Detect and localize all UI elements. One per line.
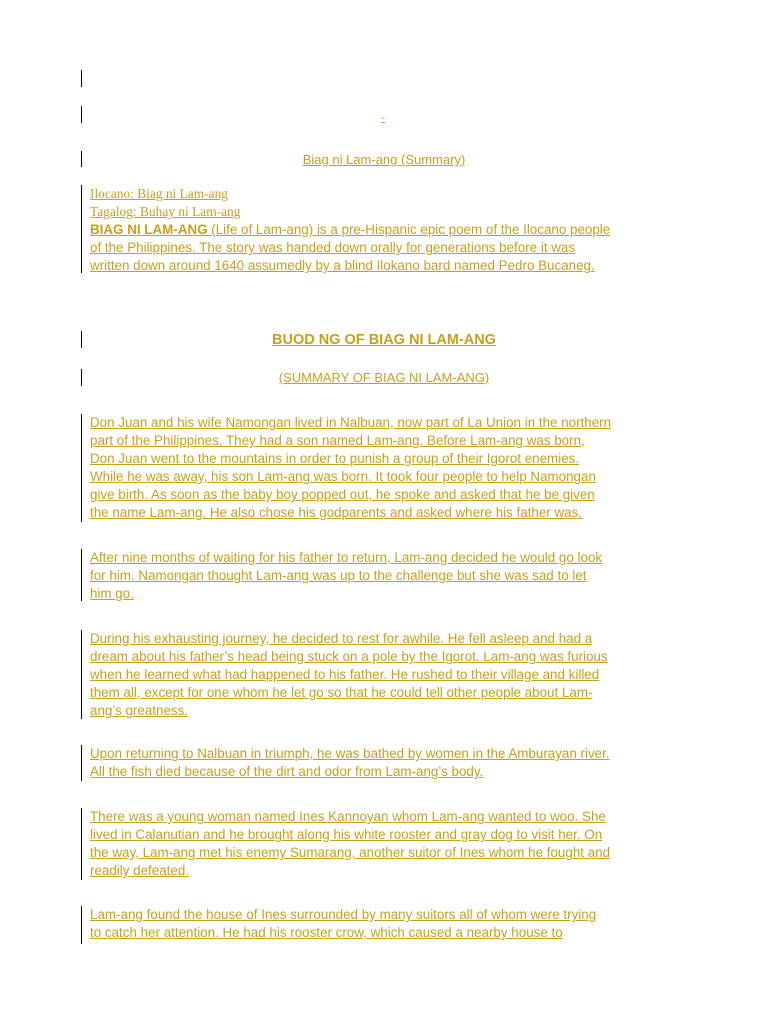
margin-bar xyxy=(81,106,82,123)
margin-bar xyxy=(81,906,82,944)
margin-bar xyxy=(81,808,82,880)
summary-paragraph xyxy=(90,808,682,880)
intro-block xyxy=(90,185,682,275)
intro-line[interactable]: of the Philippines. The story was handed down orally for generations before it was xyxy=(90,240,576,255)
paragraph-line[interactable]: Don Juan went to the mountains in order to punish a group of their Igorot enemies. xyxy=(90,451,580,466)
paragraph-line[interactable]: the name Lam-ang. He also chose his godparents and asked where his father was. xyxy=(90,505,583,520)
paragraph-line[interactable]: During his exhausting journey, he decided to rest for awhile. He fell asleep and had a xyxy=(90,631,593,646)
dash-marker: - xyxy=(381,110,385,124)
summary-paragraph xyxy=(90,630,682,720)
paragraph-line[interactable]: lived in Calanutian and he brought along his white rooster and gray dog to visit her. On xyxy=(90,827,603,842)
paragraph-line[interactable]: While he was away, his son Lam-ang was born. It took four people to help Namongan xyxy=(90,469,596,484)
margin-bar xyxy=(81,369,82,386)
margin-bar xyxy=(81,70,82,87)
ilocano-line[interactable]: Ilocano: Biag ni Lam-ang xyxy=(90,186,228,201)
paragraph-line[interactable]: After nine months of waiting for his father to return, Lam-ang decided he would go look xyxy=(90,550,603,565)
paragraph-line[interactable]: Upon returning to Nalbuan in triumph, he was bathed by women in the Amburayan river. xyxy=(90,746,610,761)
tagalog-line[interactable]: Tagalog: Buhay ni Lam-ang xyxy=(90,204,241,219)
summary-paragraph xyxy=(90,549,682,603)
section-subheading[interactable]: (SUMMARY OF BIAG NI LAM-ANG) xyxy=(278,370,490,385)
summary-paragraph xyxy=(90,414,682,522)
paragraph-line[interactable]: to catch her attention. He had his rooster crow, which caused a nearby house to xyxy=(90,925,563,940)
paragraph-line[interactable]: for him. Namongan thought Lam-ang was up to the challenge but she was sad to let xyxy=(90,568,587,583)
margin-bar xyxy=(81,414,82,522)
paragraph-line[interactable]: All the fish died because of the dirt and odor from Lam-ang’s body. xyxy=(90,764,484,779)
paragraph-line[interactable]: the way, Lam-ang met his enemy Sumarang, another suitor of Ines whom he fought and xyxy=(90,845,611,860)
intro-line-text: (Life of Lam-ang) is a pre-Hispanic epic poem of the Ilocano people xyxy=(207,222,611,237)
margin-bar xyxy=(81,331,82,348)
paragraph-line[interactable]: dream about his father’s head being stuck on a pole by the Igorot. Lam-ang was furious xyxy=(90,649,608,664)
paragraph-line[interactable]: give birth. As soon as the baby boy popped out, he spoke and asked that he be given xyxy=(90,487,595,502)
section-heading[interactable]: BUOD NG OF BIAG NI LAM-ANG xyxy=(272,332,496,348)
margin-bar xyxy=(81,151,82,167)
intro-line[interactable] xyxy=(90,221,682,239)
paragraph-line[interactable]: them all, except for one whom he let go so that he could tell other people about Lam- xyxy=(90,685,593,700)
paragraph-line[interactable]: ang’s greatness. xyxy=(90,703,189,718)
paragraph-line[interactable]: Lam-ang found the house of Ines surrounded by many suitors all of whom were trying xyxy=(90,907,597,922)
paragraph-line[interactable]: There was a young woman named Ines Kannoyan whom Lam-ang wanted to woo. She xyxy=(90,809,606,824)
intro-line[interactable]: written down around 1640 assumedly by a blind Ilokano bard named Pedro Bucaneg. xyxy=(90,258,595,273)
margin-bar xyxy=(81,630,82,719)
paragraph-line[interactable]: Don Juan and his wife Namongan lived in Nalbuan, now part of La Union in the northern xyxy=(90,415,612,430)
margin-bar xyxy=(81,185,82,273)
intro-bold-lead: BIAG NI LAM-ANG xyxy=(90,222,208,237)
margin-bar xyxy=(81,745,82,781)
margin-bar xyxy=(81,549,82,601)
document-title[interactable]: Biag ni Lam-ang (Summary) xyxy=(302,152,466,167)
paragraph-line[interactable]: him go. xyxy=(90,586,134,601)
paragraph-line[interactable]: when he learned what had happened to his father. He rushed to their village and killed xyxy=(90,667,600,682)
paragraph-line[interactable]: readily defeated. xyxy=(90,863,190,878)
paragraph-line[interactable]: part of the Philippines. They had a son named Lam-ang. Before Lam-ang was born, xyxy=(90,433,585,448)
summary-paragraph xyxy=(90,745,682,781)
summary-paragraph xyxy=(90,906,682,942)
